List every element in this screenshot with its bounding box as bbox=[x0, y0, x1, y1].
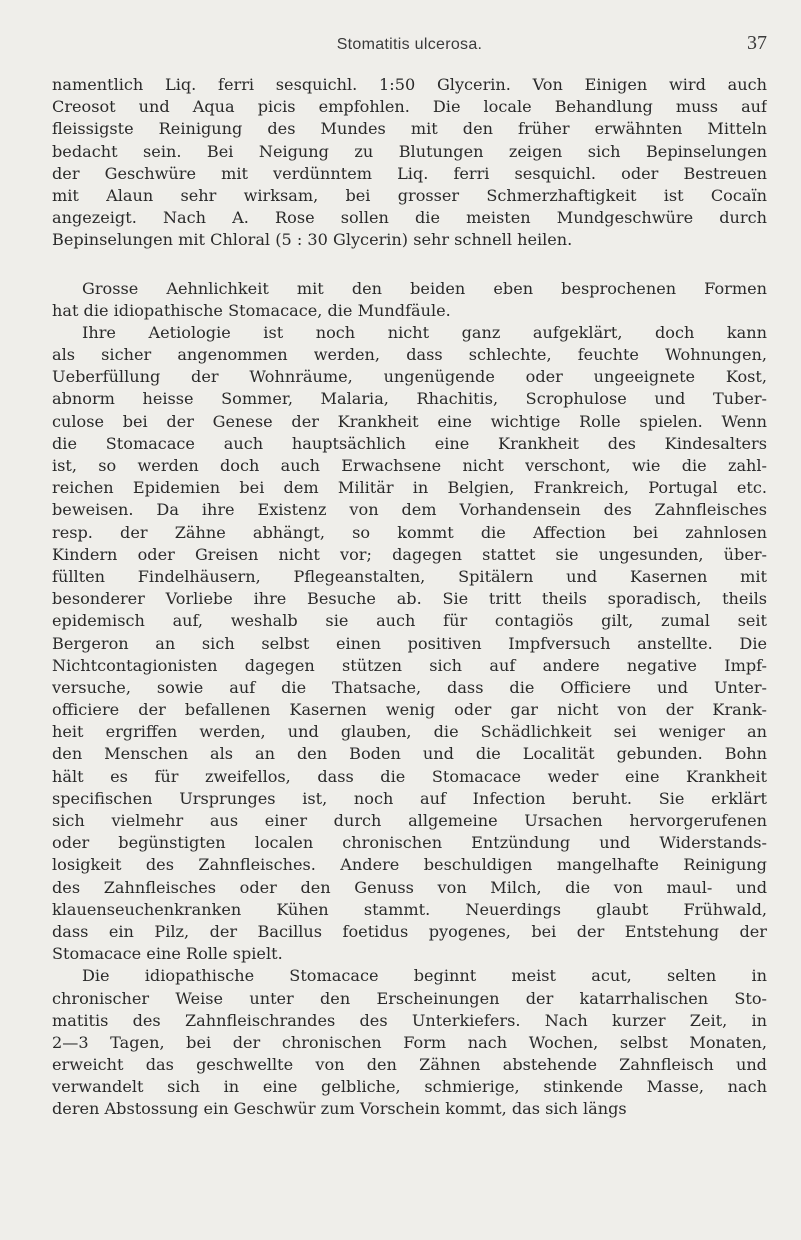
paragraph bbox=[52, 74, 767, 252]
page-number: 37 bbox=[747, 32, 767, 54]
text-line: Stomacace eine Rolle spielt. bbox=[52, 944, 283, 964]
text-line: beweisen. Da ihre Existenz von dem Vorhandensein des Zahnfleisches bbox=[52, 500, 767, 520]
text-line: fleissigste Reinigung des Mundes mit den früher erwähnten Mitteln bbox=[52, 119, 767, 139]
body-text bbox=[52, 74, 767, 1121]
text-line: erweicht das geschwellte von den Zähnen abstehende Zahnfleisch und bbox=[52, 1055, 767, 1075]
text-line: bedacht sein. Bei Neigung zu Blutungen zeigen sich Bepinselungen bbox=[52, 141, 767, 161]
text-line: dass ein Pilz, der Bacillus foetidus pyogenes, bei der Entstehung der bbox=[52, 921, 767, 941]
text-line: hält es für zweifellos, dass die Stomacace weder eine Krankheit bbox=[52, 766, 767, 786]
text-line: Kindern oder Greisen nicht vor; dagegen stattet sie ungesunden, über- bbox=[52, 544, 767, 564]
text-line: abnorm heisse Sommer, Malaria, Rhachitis, Scrophulose und Tuber- bbox=[52, 389, 767, 409]
text-line: mit Alaun sehr wirksam, bei grosser Schmerzhaftigkeit ist Cocaïn bbox=[52, 185, 767, 205]
text-line: resp. der Zähne abhängt, so kommt die Affection bei zahnlosen bbox=[52, 522, 767, 542]
text-line: ist, so werden doch auch Erwachsene nicht verschont, wie die zahl- bbox=[52, 456, 767, 475]
text-line: 2—3 Tagen, bei der chronischen Form nach Wochen, selbst Monaten, bbox=[52, 1032, 767, 1052]
text-line: die Stomacace auch hauptsächlich eine Krankheit des Kindesalters bbox=[52, 433, 767, 453]
text-line: reichen Epidemien bei dem Militär in Belgien, Frankreich, Portugal etc. bbox=[52, 478, 767, 498]
text-line: versuche, sowie auf die Thatsache, dass die Officiere und Unter- bbox=[52, 677, 767, 697]
page-header bbox=[52, 16, 767, 74]
paragraph-gap bbox=[52, 252, 767, 278]
paragraph bbox=[52, 965, 767, 1120]
text-line: deren Abstossung ein Geschwür zum Vorschein kommt, das sich längs bbox=[52, 1099, 627, 1119]
text-line: Creosot und Aqua picis empfohlen. Die locale Behandlung muss auf bbox=[52, 97, 767, 117]
text-line: sich vielmehr aus einer durch allgemeine Ursachen hervorgerufenen bbox=[52, 811, 767, 830]
text-line: angezeigt. Nach A. Rose sollen die meisten Mundgeschwüre durch bbox=[52, 208, 767, 228]
text-line: losigkeit des Zahnfleisches. Andere beschuldigen mangelhafte Reinigung bbox=[52, 855, 767, 875]
paragraph bbox=[52, 322, 767, 965]
text-line: officiere der befallenen Kasernen wenig oder gar nicht von der Krank- bbox=[52, 700, 767, 720]
text-line: oder begünstigten localen chronischen Entzündung und Widerstands- bbox=[52, 833, 767, 853]
running-title: Stomatitis ulcerosa. bbox=[336, 36, 483, 53]
text-line: Bepinselungen mit Chloral (5 : 30 Glycerin) sehr schnell heilen. bbox=[52, 230, 573, 250]
text-line: chronischer Weise unter den Erscheinungen der katarrhalischen Sto- bbox=[52, 988, 767, 1008]
text-line: füllten Findelhäusern, Pflegeanstalten, Spitälern und Kasernen mit bbox=[52, 566, 767, 586]
text-line: namentlich Liq. ferri sesquichl. 1:50 Glycerin. Von Einigen wird auch bbox=[52, 75, 767, 94]
text-line: Ueberfüllung der Wohnräume, ungenügende oder ungeeignete Kost, bbox=[52, 367, 767, 387]
text-line: des Zahnfleisches oder den Genuss von Milch, die von maul- und bbox=[52, 877, 767, 897]
text-line: besonderer Vorliebe ihre Besuche ab. Sie tritt theils sporadisch, theils bbox=[52, 589, 767, 609]
text-line: den Menschen als an den Boden und die Localität gebunden. Bohn bbox=[52, 744, 767, 764]
paragraph bbox=[52, 278, 767, 322]
text-line: specifischen Ursprunges ist, noch auf Infection beruht. Sie erklärt bbox=[52, 788, 767, 808]
text-line: hat die idiopathische Stomacace, die Mundfäule. bbox=[52, 300, 451, 320]
text-line: klauenseuchenkranken Kühen stammt. Neuerdings glaubt Frühwald, bbox=[52, 899, 767, 919]
text-line: als sicher angenommen werden, dass schlechte, feuchte Wohnungen, bbox=[52, 345, 767, 365]
text-line: Die idiopathische Stomacace beginnt meist acut, selten in bbox=[82, 966, 767, 986]
text-line: Ihre Aetiologie ist noch nicht ganz aufgeklärt, doch kann bbox=[82, 322, 767, 342]
text-line: Bergeron an sich selbst einen positiven Impfversuch anstellte. Die bbox=[52, 633, 767, 653]
text-line: heit ergriffen werden, und glauben, die Schädlichkeit sei weniger an bbox=[52, 722, 767, 742]
text-line: matitis des Zahnfleischrandes des Unterkiefers. Nach kurzer Zeit, in bbox=[52, 1010, 767, 1030]
text-line: der Geschwüre mit verdünntem Liq. ferri sesquichl. oder Bestreuen bbox=[52, 163, 767, 183]
text-line: culose bei der Genese der Krankheit eine wichtige Rolle spielen. Wenn bbox=[52, 411, 767, 431]
text-line: verwandelt sich in eine gelbliche, schmierige, stinkende Masse, nach bbox=[52, 1077, 767, 1097]
text-line: Nichtcontagionisten dagegen stützen sich auf andere negative Impf- bbox=[52, 655, 767, 675]
text-line: Grosse Aehnlichkeit mit den beiden eben besprochenen Formen bbox=[82, 278, 767, 298]
text-line: epidemisch auf, weshalb sie auch für contagiös gilt, zumal seit bbox=[52, 611, 767, 631]
book-page bbox=[52, 16, 767, 1121]
